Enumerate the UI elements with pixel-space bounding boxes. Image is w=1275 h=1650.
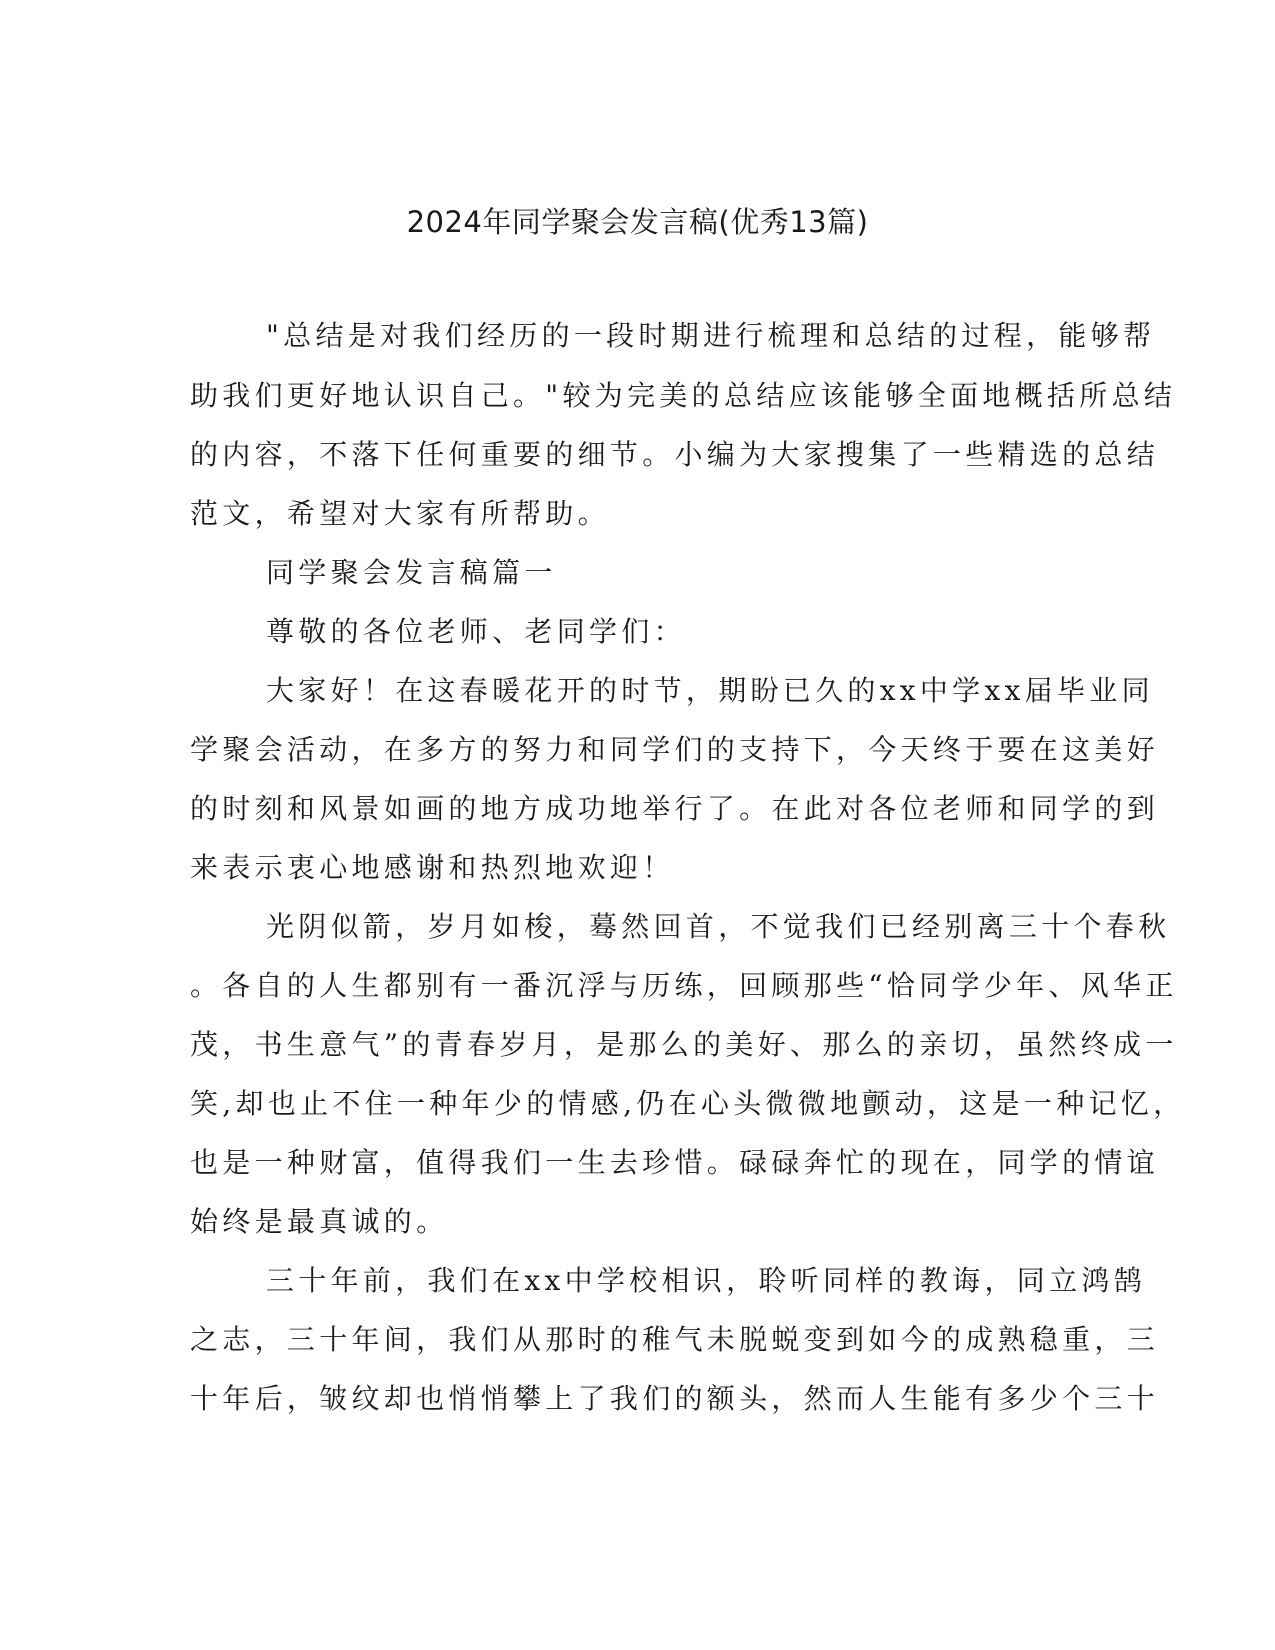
paragraph-line: 笑,却也止不住一种年少的情感,仍在心头微微地颤动，这是一种记忆， — [190, 1087, 1186, 1120]
section-heading: 同学聚会发言稿篇一 — [266, 556, 557, 589]
salutation: 尊敬的各位老师、老同学们： — [266, 615, 686, 648]
paragraph-line: 。各自的人生都别有一番沉浮与历练，回顾那些“恰同学少年、风华正 — [190, 969, 1178, 1002]
paragraph-line: 始终是最真诚的。 — [190, 1205, 449, 1238]
paragraph-line: 光阴似箭，岁月如梭，蓦然回首，不觉我们已经别离三十个春秋 — [266, 910, 1171, 943]
document-title: 2024年同学聚会发言稿(优秀13篇) — [406, 205, 869, 239]
paragraph-line: 的时刻和风景如画的地方成功地举行了。在此对各位老师和同学的到 — [190, 792, 1160, 825]
paragraph-line: 的内容，不落下任何重要的细节。小编为大家搜集了一些精选的总结 — [190, 438, 1160, 471]
paragraph-line: 十年后，皱纹却也悄悄攀上了我们的额头，然而人生能有多少个三十 — [190, 1382, 1160, 1415]
paragraph-line: 学聚会活动，在多方的努力和同学们的支持下，今天终于要在这美好 — [190, 733, 1160, 766]
paragraph-line: 也是一种财富，值得我们一生去珍惜。碌碌奔忙的现在，同学的情谊 — [190, 1146, 1160, 1179]
paragraph-line: 三十年前，我们在xx中学校相识，聆听同样的教诲，同立鸿鹄 — [266, 1264, 1146, 1297]
paragraph-line: 茂，书生意气”的青春岁月，是那么的美好、那么的亲切，虽然终成一 — [190, 1028, 1178, 1061]
paragraph-line: "总结是对我们经历的一段时期进行梳理和总结的过程，能够帮 — [266, 319, 1156, 352]
paragraph-line: 来表示衷心地感谢和热烈地欢迎！ — [190, 851, 675, 884]
paragraph-line: 范文，希望对大家有所帮助。 — [190, 497, 610, 530]
paragraph-line: 大家好！在这春暖花开的时节，期盼已久的xx中学xx届毕业同 — [266, 674, 1154, 707]
paragraph-line: 助我们更好地认识自己。"较为完美的总结应该能够全面地概括所总结 — [190, 379, 1177, 412]
paragraph-line: 之志，三十年间，我们从那时的稚气未脱蜕变到如今的成熟稳重，三 — [190, 1323, 1160, 1356]
